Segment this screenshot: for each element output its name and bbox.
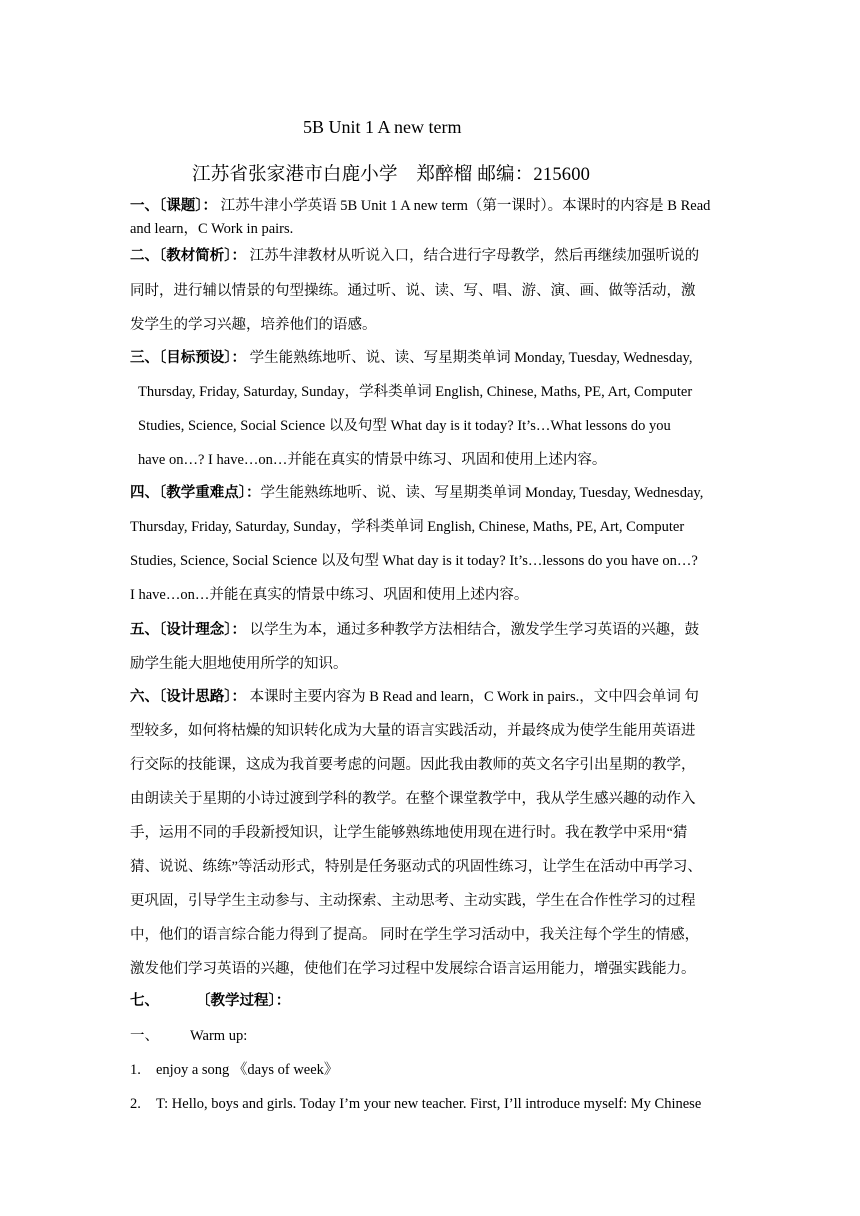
- list-item-number: 1.: [130, 1062, 141, 1078]
- paragraph-line: 中，他们的语言综合能力得到了提高。 同时在学生学习活动中，我关注每个学生的情感，: [130, 927, 700, 943]
- paragraph-line: 发学生的学习兴趣，培养他们的语感。: [130, 317, 377, 333]
- paragraph-line: have on…? I have…on…并能在真实的情景中练习、巩固和使用上述内容。: [138, 452, 607, 468]
- paragraph-line: Studies, Science, Social Science 以及句型 What day is it today? It’s…What lessons do you: [138, 418, 671, 434]
- section-heading: 五、〔设计理念〕：: [130, 622, 246, 638]
- section-design-idea: [130, 687, 699, 707]
- paragraph-line: Studies, Science, Social Science 以及句型 What day is it today? It’s…lessons do you have on…?: [130, 553, 698, 569]
- list-item-number: 2.: [130, 1096, 141, 1112]
- section-heading: 四、〔教学重难点〕：: [130, 485, 261, 501]
- paragraph-line: 猜、说说、练练”等活动形式，特别是任务驱动式的巩固性练习，让学生在活动中再学习、: [130, 859, 702, 875]
- paragraph-line: 以学生为本，通过多种教学方法相结合，激发学生学习英语的兴趣，鼓: [249, 622, 700, 638]
- section-number: 七、: [130, 993, 159, 1009]
- paragraph-line: 本课时主要内容为 B Read and learn，C Work in pairs.，文中四会单词 句: [249, 689, 699, 705]
- process-step-number: 一、: [130, 1028, 159, 1044]
- section-goals: [130, 348, 692, 368]
- paragraph-line: Thursday, Friday, Saturday, Sunday，学科类单词 English, Chinese, Maths, PE, Art, Computer: [130, 519, 685, 535]
- paragraph-line: 手，运用不同的手段新授知识，让学生能够熟练地使用现在进行时。我在教学中采用“猜: [130, 825, 688, 841]
- paragraph-line: 励学生能大胆地使用所学的知识。: [130, 656, 348, 672]
- paragraph-line: 学生能熟练地听、说、读、写星期类单词 Monday, Tuesday, Wednesday,: [249, 350, 693, 366]
- paragraph-line: 激发他们学习英语的兴趣，使他们在学习过程中发展综合语言运用能力，增强实践能力。: [130, 961, 696, 977]
- section-topic: [130, 196, 710, 216]
- section-heading: 〔教学过程〕：: [196, 993, 291, 1009]
- paragraph-line: 由朗读关于星期的小诗过渡到学科的教学。在整个课堂教学中，我从学生感兴趣的动作入: [130, 791, 696, 807]
- document-title: 5B Unit 1 A new term: [303, 117, 462, 137]
- list-item: enjoy a song 《days of week》: [156, 1062, 339, 1078]
- paragraph-line: I have…on…并能在真实的情景中练习、巩固和使用上述内容。: [130, 587, 529, 603]
- paragraph-line: 行交际的技能课，这成为我首要考虑的问题。因此我由教师的英文名字引出星期的教学，: [130, 757, 696, 773]
- paragraph-line: and learn，C Work in pairs.: [130, 221, 294, 237]
- list-item: T: Hello, boys and girls. Today I’m your new teacher. First, I’ll introduce myself: My Chinese: [156, 1096, 702, 1112]
- process-step-title: Warm up:: [190, 1028, 248, 1044]
- paragraph-line: 江苏牛津小学英语 5B Unit 1 A new term（第一课时）。本课时的内容是 B Read: [220, 198, 711, 214]
- paragraph-line: 同时，进行辅以情景的句型操练。通过听、说、读、写、唱、游、演、画、做等活动，激: [130, 283, 696, 299]
- paragraph-line: 学生能熟练地听、说、读、写星期类单词 Monday, Tuesday, Wednesday,: [260, 485, 704, 501]
- paragraph-line: 更巩固，引导学生主动参与、主动探索、主动思考、主动实践，学生在合作性学习的过程: [130, 893, 696, 909]
- paragraph-line: Thursday, Friday, Saturday, Sunday，学科类单词 English, Chinese, Maths, PE, Art, Computer: [138, 384, 693, 400]
- paragraph-line: 江苏牛津教材从听说入口，结合进行字母教学，然后再继续加强听说的: [249, 248, 700, 264]
- section-key-points: [130, 483, 703, 503]
- section-material: [130, 246, 699, 266]
- section-design-concept: [130, 620, 699, 640]
- section-heading: 二、〔教材简析〕：: [130, 248, 246, 264]
- document-subtitle: 江苏省张家港市白鹿小学 郑醉榴 邮编：215600: [192, 165, 591, 185]
- section-heading: 三、〔目标预设〕：: [130, 350, 246, 366]
- section-heading: 六、〔设计思路〕：: [130, 689, 246, 705]
- paragraph-line: 型较多，如何将枯燥的知识转化成为大量的语言实践活动，并最终成为使学生能用英语进: [130, 723, 696, 739]
- section-heading: 一、〔课题〕：: [130, 198, 217, 214]
